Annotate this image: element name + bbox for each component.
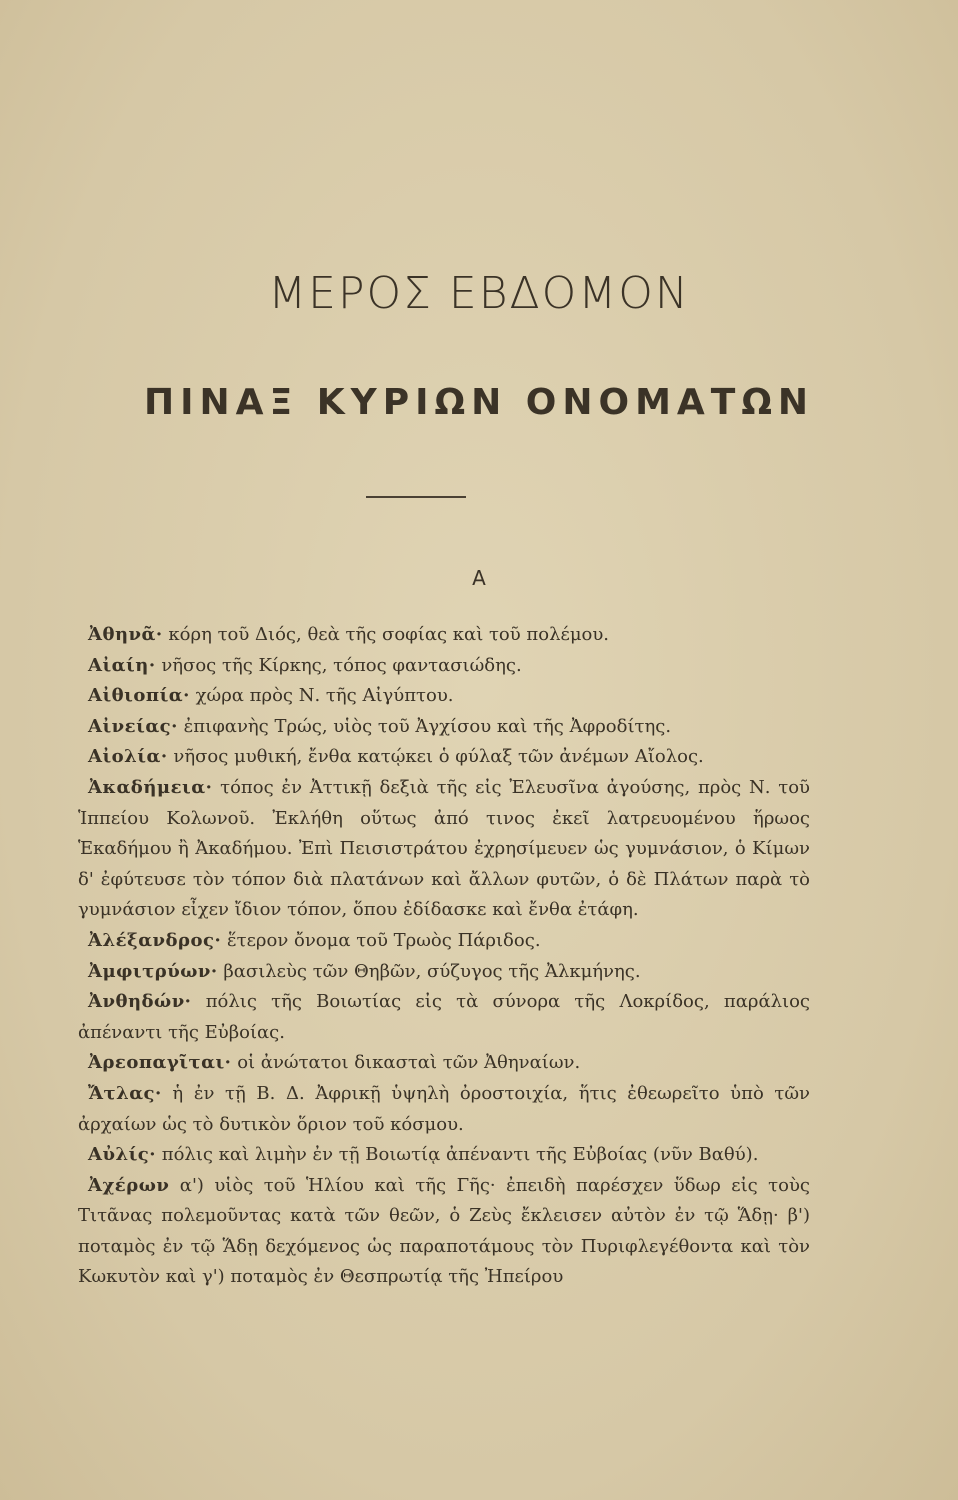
index-entry <box>78 1048 810 1079</box>
entry-text: ἐπιφανὴς Τρώς, υἱὸς τοῦ Ἀγχίσου καὶ τῆς Ἀφροδίτης. <box>183 715 672 737</box>
entry-headword: Αἰαίη· <box>88 654 156 676</box>
entry-headword: Ἀχέρων <box>88 1174 170 1196</box>
entry-text: χώρα πρὸς Ν. τῆς Αἰγύπτου. <box>195 685 454 707</box>
index-entry <box>78 987 810 1048</box>
part-title: ΜΕΡΟΣ ΕΒΔΟΜΟΝ <box>268 268 690 319</box>
entry-headword: Ἀκαδήμεια· <box>88 776 213 798</box>
index-entry <box>78 1140 810 1171</box>
entry-text: πόλις καὶ λιμὴν ἐν τῇ Βοιωτίᾳ ἀπέναντι τῆς Εὐβοίας (νῦν Βαθύ). <box>161 1144 759 1166</box>
index-entry <box>78 1171 810 1293</box>
index-entry <box>78 926 810 957</box>
entry-text: νῆσος μυθική, ἔνθα κατῴκει ὁ φύλαξ τῶν ἀνέμων Αἴολος. <box>173 746 704 768</box>
entry-headword: Αἰνείας· <box>88 715 178 737</box>
index-entry <box>78 742 810 773</box>
divider-rule <box>366 496 466 498</box>
index-entry <box>78 651 810 682</box>
entry-headword: Αἰθιοπία· <box>88 685 190 707</box>
entry-text: βασιλεὺς τῶν Θηβῶν, σύζυγος τῆς Ἀλκμήνης. <box>223 960 641 982</box>
index-entry <box>78 712 810 743</box>
index-entry <box>78 957 810 988</box>
entry-text: ἕτερον ὄνομα τοῦ Τρωὸς Πάριδος. <box>226 929 541 951</box>
entry-headword: Ἀρεοπαγῖται· <box>88 1052 232 1074</box>
index-entry <box>78 620 810 651</box>
entry-headword: Αἰολία· <box>88 746 168 768</box>
entry-headword: Ἄτλας· <box>88 1082 162 1104</box>
entry-text: οἱ ἀνώτατοι δικασταὶ τῶν Ἀθηναίων. <box>237 1052 581 1074</box>
entry-text: ἡ ἐν τῇ Β. Δ. Ἀφρικῇ ὑψηλὴ ὀροστοιχία, ἥτις ἐθεωρεῖτο ὑπὸ τῶν ἀρχαίων ὡς τὸ δυτικὸν ὅριον τοῦ κόσμου. <box>78 1082 810 1135</box>
section-letter: Α <box>472 566 486 590</box>
entry-headword: Ἀμφιτρύων· <box>88 960 218 982</box>
entry-text: τόπος ἐν Ἀττικῇ δεξιὰ τῆς εἰς Ἐλευσῖνα ἀγούσης, πρὸς Ν. τοῦ Ἱππείου Κολωνοῦ. Ἐκλήθη οὕτως ἀπό τινος ἐκεῖ λατρευομένου ἥρωος Ἑκαδήμου ἢ Ἀκαδήμου. Ἐπὶ Πεισιστράτου ἐχρησίμευεν ὡς γυμνάσιον, ὁ Κίμων δ' ἐφύτευσε τὸν τόπον διὰ πλατάνων καὶ ἄλλων φυτῶν, ὁ δὲ Πλάτων παρὰ τὸ γυμνάσιον εἶχεν ἴδιον τόπον, ὅπου ἐδίδασκε καὶ ἔνθα ἐτάφη. <box>78 776 810 921</box>
entry-headword: Αὐλίς· <box>88 1144 157 1166</box>
entry-text: κόρη τοῦ Διός, θεὰ τῆς σοφίας καὶ τοῦ πολέμου. <box>168 624 610 645</box>
entry-headword: Ἀλέξανδρος· <box>88 929 222 951</box>
index-entry <box>78 681 810 712</box>
entry-text: α') υἱὸς τοῦ Ἡλίου καὶ τῆς Γῆς· ἐπειδὴ παρέσχεν ὕδωρ εἰς τοὺς Τιτᾶνας πολεμοῦντας κατὰ τῶν θεῶν, ὁ Ζεὺς ἔκλεισεν αὐτὸν ἐν τῷ Ἅδῃ· β') ποταμὸς ἐν τῷ Ἅδῃ δεχόμενος ὡς παραποτάμους τὸν Πυριφλεγέθοντα καὶ τὸν Κωκυτὸν καὶ γ') ποταμὸς ἐν Θεσπρωτίᾳ τῆς Ἠπείρου <box>78 1174 810 1288</box>
index-entry <box>78 1079 810 1140</box>
entry-text: νῆσος τῆς Κίρκης, τόπος φαντασιώδης. <box>161 654 522 676</box>
entry-text: πόλις τῆς Βοιωτίας εἰς τὰ σύνορα τῆς Λοκρίδος, παράλιος ἀπέναντι τῆς Εὐβοίας. <box>78 991 810 1043</box>
index-entries <box>78 620 810 1293</box>
index-title: ΠΙΝΑΞ ΚΥΡΙΩΝ ΟΝΟΜΑΤΩΝ <box>143 382 815 423</box>
entry-headword: Ἀθηνᾶ· <box>88 624 163 645</box>
index-entry <box>78 773 810 926</box>
entry-headword: Ἀνθηδών· <box>88 991 192 1013</box>
